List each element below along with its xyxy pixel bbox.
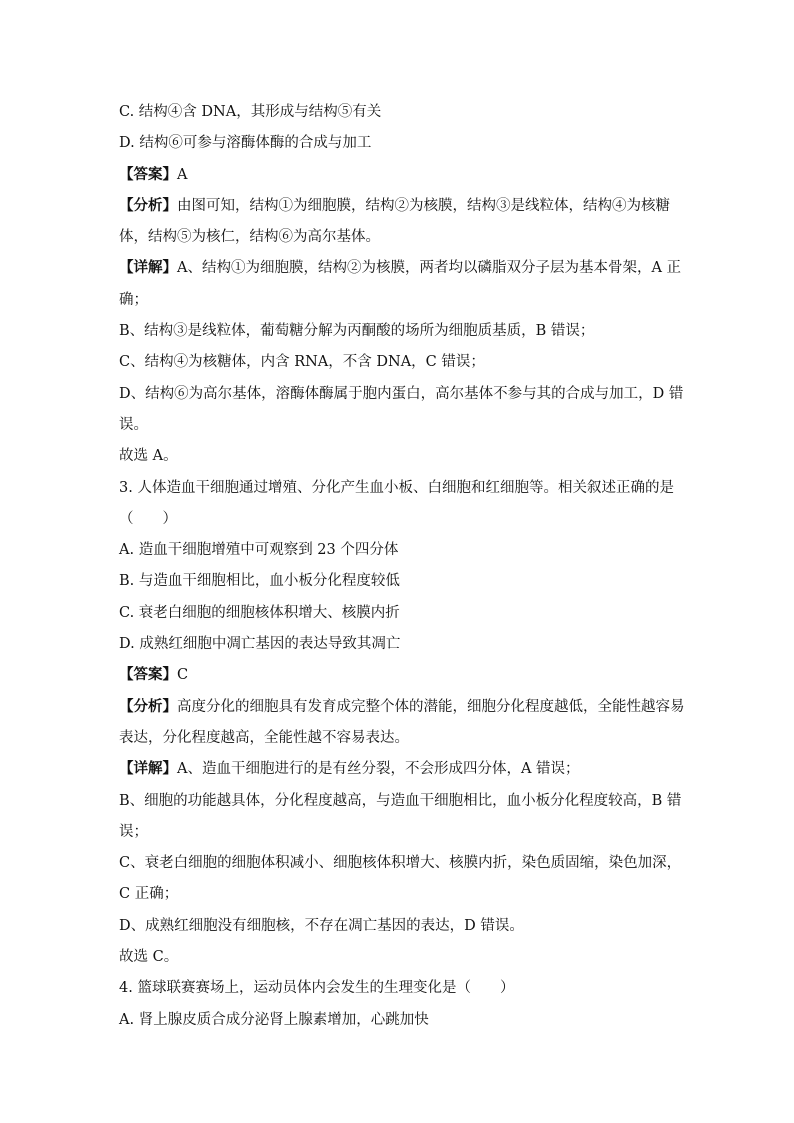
line-text: 高度分化的细胞具有发育成完整个体的潜能，细胞分化程度越低，全能性越容易 bbox=[177, 698, 685, 715]
option-d-q2 bbox=[119, 127, 679, 158]
detail-q2-line2 bbox=[119, 284, 679, 315]
line-text: C. 衰老白细胞的细胞核体积增大、核膜内折 bbox=[119, 604, 400, 621]
option-a-q4 bbox=[119, 1004, 679, 1035]
detail-q3-line2 bbox=[119, 785, 682, 816]
line-text: 3. 人体造血干细胞通过增殖、分化产生血小板、白细胞和红细胞等。相关叙述正确的是 bbox=[119, 479, 674, 496]
answer-label: 【答案】 bbox=[119, 165, 177, 183]
line-text: D、结构⑥为高尔基体，溶酶体酶属于胞内蛋白，高尔基体不参与其的合成与加工，D 错 bbox=[119, 385, 684, 402]
detail-q2-line3 bbox=[119, 315, 679, 346]
line-text: D. 成熟红细胞中凋亡基因的表达导致其凋亡 bbox=[119, 636, 401, 653]
analysis-q2-line2 bbox=[119, 221, 679, 252]
line-text: 故选 A。 bbox=[119, 448, 178, 465]
detail-q2-line5 bbox=[119, 378, 684, 409]
line-text: B. 与造血干细胞相比，血小板分化程度较低 bbox=[119, 573, 400, 590]
analysis-q2-line1 bbox=[119, 190, 679, 221]
line-text: D、成熟红细胞没有细胞核，不存在凋亡基因的表达，D 错误。 bbox=[119, 917, 524, 934]
conclusion-q3 bbox=[119, 941, 679, 972]
document-page bbox=[119, 96, 685, 1035]
analysis-label: 【分析】 bbox=[119, 196, 177, 214]
analysis-q3-line2 bbox=[119, 722, 679, 753]
detail-q2-line1 bbox=[119, 252, 682, 283]
detail-q3-line6 bbox=[119, 910, 679, 941]
line-text: 故选 C。 bbox=[119, 949, 179, 966]
question-4-stem bbox=[119, 972, 679, 1003]
line-text: D. 结构⑥可参与溶酶体酶的合成与加工 bbox=[119, 135, 372, 152]
line-text: C、结构④为核糖体，内含 RNA，不含 DNA，C 错误； bbox=[119, 354, 485, 371]
line-text: 误。 bbox=[119, 416, 148, 433]
line-text: B、结构③是线粒体，葡萄糖分解为丙酮酸的场所为细胞质基质，B 错误； bbox=[119, 323, 595, 340]
line-text: 4. 篮球联赛赛场上，运动员体内会发生的生理变化是（ ） bbox=[119, 980, 515, 997]
option-a-q3 bbox=[119, 534, 679, 565]
line-text: 表达，分化程度越高，全能性越不容易表达。 bbox=[119, 729, 409, 746]
line-text: 确； bbox=[119, 291, 148, 308]
line-text: A. 造血干细胞增殖中可观察到 23 个四分体 bbox=[119, 542, 399, 559]
answer-q2 bbox=[119, 159, 679, 190]
option-c-q2 bbox=[119, 96, 679, 127]
line-text: （ ） bbox=[119, 510, 177, 527]
detail-q3-line3 bbox=[119, 816, 679, 847]
question-3-stem bbox=[119, 472, 679, 503]
detail-q3-line1 bbox=[119, 753, 679, 784]
detail-q3-line5 bbox=[119, 878, 679, 909]
line-text: 误； bbox=[119, 823, 148, 840]
line-text: A. 肾上腺皮质合成分泌肾上腺素增加，心跳加快 bbox=[119, 1011, 429, 1028]
option-d-q3 bbox=[119, 628, 679, 659]
detail-label: 【详解】 bbox=[119, 760, 177, 778]
detail-label: 【详解】 bbox=[119, 259, 177, 277]
answer-value: C bbox=[177, 667, 189, 684]
detail-q3-line4 bbox=[119, 847, 682, 878]
conclusion-q2 bbox=[119, 440, 679, 471]
line-text: A、造血干细胞进行的是有丝分裂，不会形成四分体，A 错误； bbox=[177, 761, 580, 778]
line-text: B、细胞的功能越具体，分化程度越高，与造血干细胞相比，血小板分化程度较高，B 错 bbox=[119, 792, 682, 809]
line-text: A、结构①为细胞膜，结构②为核膜，两者均以磷脂双分子层为基本骨架，A 正 bbox=[177, 260, 682, 277]
option-c-q3 bbox=[119, 597, 679, 628]
line-text: C 正确； bbox=[119, 886, 179, 903]
line-text: C、衰老白细胞的细胞体积减小、细胞核体积增大、核膜内折，染色质固缩，染色加深， bbox=[119, 855, 682, 872]
line-text: 体，结构⑤为核仁，结构⑥为高尔基体。 bbox=[119, 229, 380, 246]
answer-label: 【答案】 bbox=[119, 666, 177, 684]
line-text: 由图可知，结构①为细胞膜，结构②为核膜，结构③是线粒体，结构④为核糖 bbox=[177, 197, 670, 214]
line-text: C. 结构④含 DNA，其形成与结构⑤有关 bbox=[119, 104, 382, 120]
analysis-q3-line1 bbox=[119, 691, 685, 722]
detail-q2-line6 bbox=[119, 409, 679, 440]
detail-q2-line4 bbox=[119, 346, 679, 377]
answer-q3 bbox=[119, 659, 679, 690]
answer-value: A bbox=[177, 166, 188, 183]
analysis-label: 【分析】 bbox=[119, 697, 177, 715]
option-b-q3 bbox=[119, 565, 679, 596]
question-3-blank bbox=[119, 503, 679, 534]
